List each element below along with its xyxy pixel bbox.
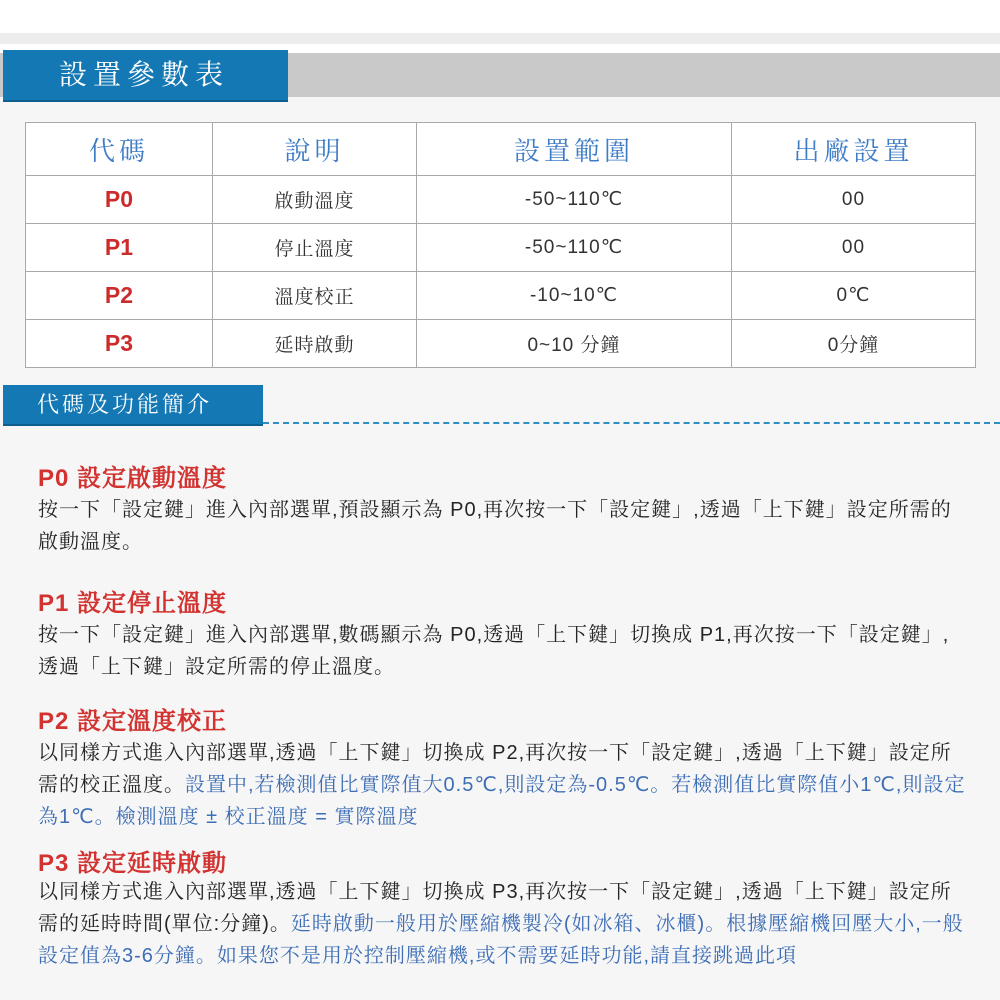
header-factory: 出廠設置 [732,123,976,176]
header-description: 說明 [213,123,417,176]
page-title: 設置參數表 [3,50,288,102]
dashed-divider [263,422,1000,424]
factory-cell: 0分鐘 [732,320,976,368]
factory-cell: 0℃ [732,272,976,320]
section-p2-body [38,737,966,833]
section-p2-title: P2 設定溫度校正 [38,708,228,735]
header-range: 設置範圍 [417,123,732,176]
factory-cell: 00 [732,176,976,224]
description-cell: 延時啟動 [213,320,417,368]
section-p3-note: 延時啟動一般用於壓縮機製冷(如冰箱、冰櫃)。根據壓縮機回壓大小,一般設定值為3-6分鐘。如果您不是用於控制壓縮機,或不需要延時功能,請直接跳過此項 [38,913,964,967]
code-cell: P1 [26,224,213,272]
description-cell: 停止溫度 [213,224,417,272]
range-cell: -50~110℃ [417,176,732,224]
section-header-title: 代碼及功能簡介 [3,385,263,426]
section-p2-note: 設置中,若檢測值比實際值大0.5℃,則設定為-0.5℃。若檢測值比實際值小1℃,則設定為1℃。檢測溫度 ± 校正溫度 = 實際溫度 [38,774,966,828]
code-cell: P0 [26,176,213,224]
code-cell: P3 [26,320,213,368]
table-row [26,272,976,320]
section-p0-body [38,494,966,558]
section-p3-text: 以同樣方式進入內部選單,透過「上下鍵」切換成 P3,再次按一下「設定鍵」,透過「上下鍵」設定所需的延時時間(單位:分鐘)。 [38,881,952,935]
section-p3-body [38,876,966,972]
section-p1-title: P1 設定停止溫度 [38,590,228,617]
section-p1-text: 按一下「設定鍵」進入內部選單,數碼顯示為 P0,透過「上下鍵」切換成 P1,再次按一下「設定鍵」,透過「上下鍵」設定所需的停止溫度。 [38,624,950,678]
table-row [26,224,976,272]
range-cell: 0~10 分鐘 [417,320,732,368]
section-p3-title: P3 設定延時啟動 [38,850,228,877]
section-p2-text: 以同樣方式進入內部選單,透過「上下鍵」切換成 P2,再次按一下「設定鍵」,透過「上下鍵」設定所需的校正溫度。 [38,742,952,796]
table-row [26,320,976,368]
code-cell: P2 [26,272,213,320]
section-p0-text: 按一下「設定鍵」進入內部選單,預設顯示為 P0,再次按一下「設定鍵」,透過「上下鍵」設定所需的啟動溫度。 [38,499,952,553]
factory-cell: 00 [732,224,976,272]
section-p1-body [38,619,966,683]
description-cell: 溫度校正 [213,272,417,320]
section-p0-title: P0 設定啟動溫度 [38,465,228,492]
range-cell: -50~110℃ [417,224,732,272]
parameter-table [25,122,976,368]
top-divider-stripe [0,33,1000,44]
table-header-row [26,123,976,176]
table-row [26,176,976,224]
header-code: 代碼 [26,123,213,176]
range-cell: -10~10℃ [417,272,732,320]
description-cell: 啟動溫度 [213,176,417,224]
